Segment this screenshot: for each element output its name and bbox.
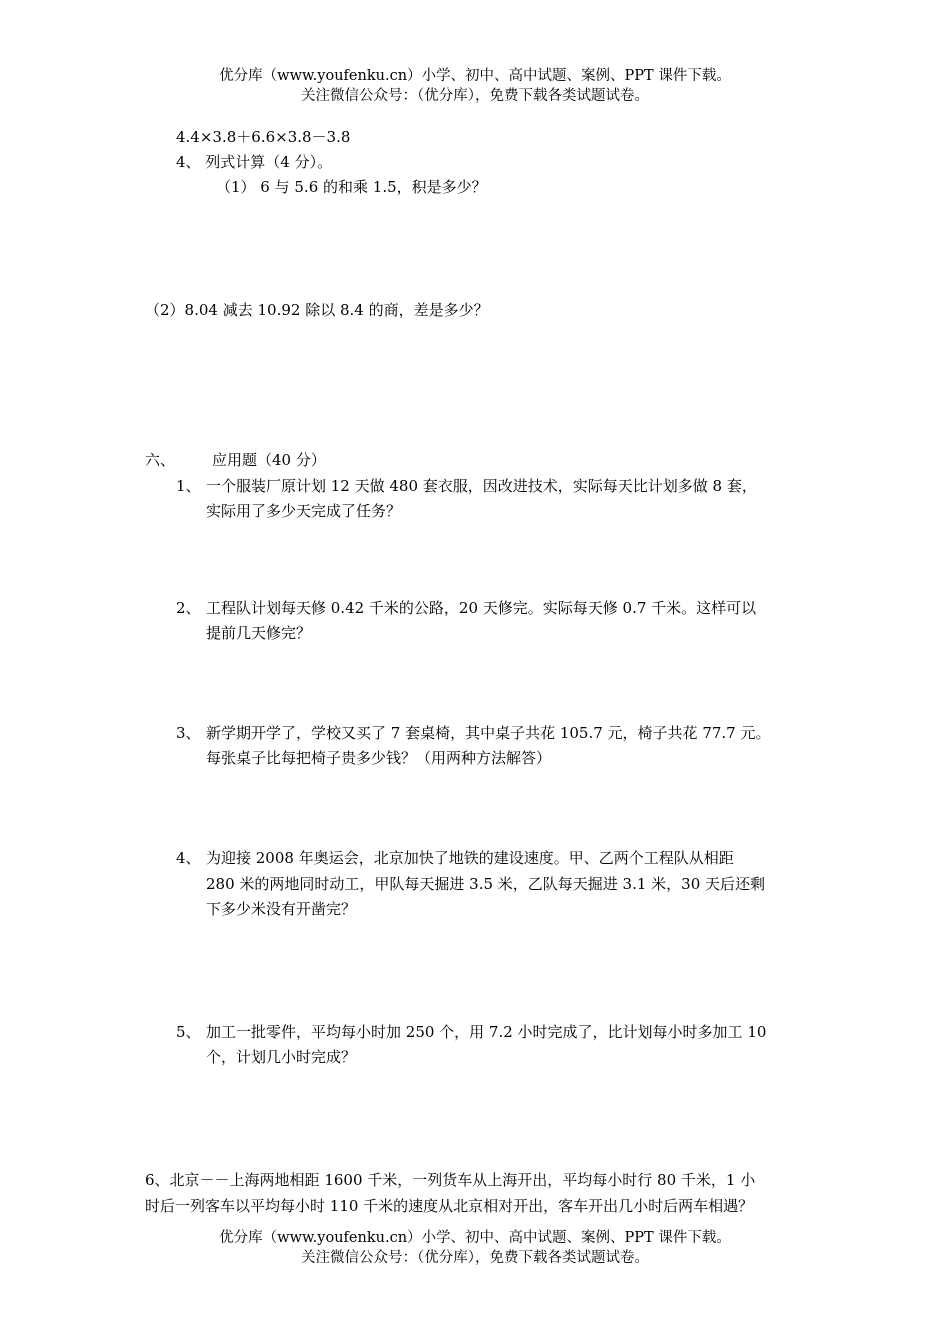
problem-4-line-1: 为迎接 2008 年奥运会，北京加快了地铁的建设速度。甲、乙两个工程队从相距: [206, 849, 734, 867]
problem-3-line-2: 每张桌子比每把椅子贵多少钱？（用两种方法解答）: [206, 749, 552, 767]
problem-6-line-1: 6、北京－－上海两地相距 1600 千米，一列货车从上海开出，平均每小时行 80 千米，1 小: [145, 1171, 756, 1189]
question-4-title: 4、 列式计算（4 分）。: [176, 153, 333, 171]
section-6-title: 应用题（40 分）: [212, 451, 326, 469]
problem-6-line-2: 时后一列客车以平均每小时 110 千米的速度从北京相对开出，客车开出几小时后两车相遇？: [145, 1197, 754, 1215]
problem-2-line-2: 提前几天修完？: [206, 624, 312, 642]
problem-5-line-1: 加工一批零件，平均每小时加 250 个，用 7.2 小时完成了，比计划每小时多加工 10: [206, 1023, 767, 1041]
problem-5-number: 5、: [176, 1023, 201, 1041]
problem-4-line-3: 下多少米没有开凿完？: [206, 900, 357, 918]
problem-2-number: 2、: [176, 599, 201, 617]
header-line-2: 关注微信公众号：（优分库），免费下载各类试题试卷。: [301, 88, 649, 104]
problem-1-number: 1、: [176, 477, 201, 495]
problem-3-line-1: 新学期开学了，学校又买了 7 套桌椅，其中桌子共花 105.7 元，椅子共花 77.7 元。: [206, 724, 771, 742]
question-4-part-2: （2）8.04 减去 10.92 除以 8.4 的商，差是多少？: [145, 301, 489, 319]
calc-expression: 4.4×3.8＋6.6×3.8－3.8: [176, 128, 351, 146]
header-line-1: 优分库（www.youfenku.cn）小学、初中、高中试题、案例、PPT 课件下载。: [219, 68, 731, 84]
problem-1-line-2: 实际用了多少天完成了任务？: [206, 502, 402, 520]
section-6-number: 六、: [145, 451, 176, 469]
question-4-part-1: （1） 6 与 5.6 的和乘 1.5，积是多少？: [216, 178, 487, 196]
problem-1-line-1: 一个服装厂原计划 12 天做 480 套衣服，因改进技术，实际每天比计划多做 8 套，: [206, 477, 757, 495]
footer-line-2: 关注微信公众号：（优分库），免费下载各类试题试卷。: [301, 1250, 649, 1266]
problem-3-number: 3、: [176, 724, 201, 742]
problem-4-line-2: 280 米的两地同时动工，甲队每天掘进 3.5 米，乙队每天掘进 3.1 米，30 天后还剩: [206, 875, 766, 893]
problem-5-line-2: 个，计划几小时完成？: [206, 1048, 357, 1066]
footer-line-1: 优分库（www.youfenku.cn）小学、初中、高中试题、案例、PPT 课件下载。: [219, 1230, 731, 1246]
problem-4-number: 4、: [176, 849, 201, 867]
problem-2-line-1: 工程队计划每天修 0.42 千米的公路，20 天修完。实际每天修 0.7 千米。这样可以: [206, 599, 757, 617]
